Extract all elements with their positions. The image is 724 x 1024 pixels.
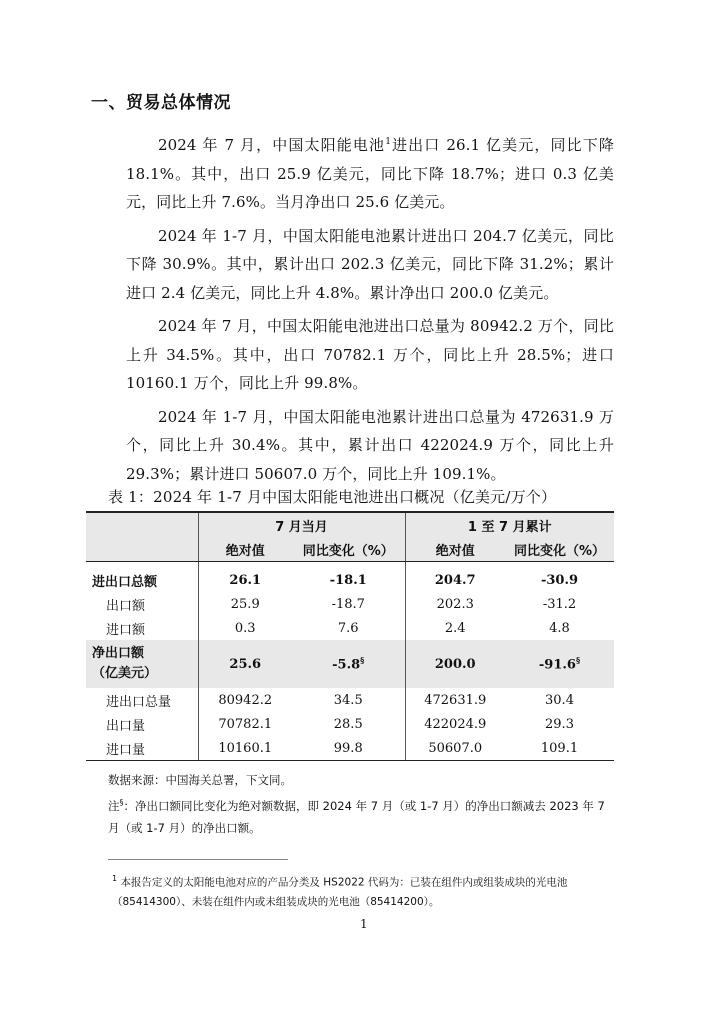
table-caption: 表 1：2024 年 1-7 月中国太阳能电池进出口概况（亿美元/万个） bbox=[108, 488, 557, 506]
table-cell: 26.1 bbox=[198, 562, 292, 593]
table-cell: 25.6 bbox=[198, 640, 292, 688]
row-label: 出口额 bbox=[106, 598, 146, 614]
footnote-divider bbox=[108, 859, 288, 860]
table-sub-header-row bbox=[86, 537, 614, 562]
table-cell: 204.7 bbox=[405, 562, 505, 593]
table-cell: 80942.2 bbox=[198, 688, 292, 712]
table-corner-cell bbox=[86, 537, 198, 562]
row-label: 进出口总额 bbox=[92, 574, 158, 590]
sub-header: 同比变化（%） bbox=[292, 537, 405, 562]
footnote: $^1$ 本报告定义的太阳能电池对应的产品分类及 HS2022 代码为：已装在组件内或组装成块的光电池（85414300）、未装在组件内或未组装成块的光电池（85414200）。 bbox=[112, 874, 568, 908]
table-cell: 422024.9 bbox=[405, 712, 505, 736]
table-cell: -18.7 bbox=[331, 596, 365, 612]
row-label: 出口量 bbox=[106, 718, 146, 734]
section-title: 一、贸易总体情况 bbox=[91, 93, 231, 113]
table-cell: 50607.0 bbox=[405, 736, 505, 761]
table-cell: -30.9 bbox=[540, 572, 579, 588]
table-cell: -18.1 bbox=[329, 572, 367, 588]
row-label: 进出口总量 bbox=[106, 694, 172, 710]
table-cell: 25.9 bbox=[198, 592, 292, 616]
table-row bbox=[86, 712, 614, 736]
trade-summary-table bbox=[86, 511, 614, 761]
paragraph: 2024 年 7 月，中国太阳能电池进出口总量为 80942.2 万个，同比上升 34.5%。其中，出口 70782.1 万个，同比上升 28.5%；进口 10160.1 万个，同比上升 99.8%。 bbox=[126, 317, 614, 392]
group-header-month: 7 月当月 bbox=[198, 512, 405, 537]
table-row bbox=[86, 688, 614, 712]
table-cell: 202.3 bbox=[405, 592, 505, 616]
table-row bbox=[86, 736, 614, 761]
table-cell: 0.3 bbox=[198, 616, 292, 640]
data-source: 数据来源：中国海关总署，下文同。 bbox=[108, 773, 292, 787]
row-label: 净出口额 （亿美元） bbox=[86, 640, 198, 688]
paragraph: 2024 年 1-7 月，中国太阳能电池累计进出口总量为 472631.9 万个，同比上升 30.4%。其中，累计出口 422024.9 万个，同比上升 29.3%；累计进口 50607.0 万个，同比上升 109.1%。 bbox=[126, 407, 614, 483]
group-header-ytd: 1 至 7 月累计 bbox=[405, 512, 614, 537]
table-row bbox=[86, 640, 614, 688]
page-number: 1 bbox=[360, 917, 368, 931]
table-corner-cell bbox=[86, 512, 198, 537]
sub-header: 绝对值 bbox=[405, 537, 505, 562]
table-cell: 28.5 bbox=[333, 716, 363, 732]
sub-header: 同比变化（%） bbox=[505, 537, 614, 562]
table-row bbox=[86, 616, 614, 640]
table-note: 注§：净出口额同比变化为绝对额数据，即 2024 年 7 月（或 1-7 月）的净出口额减去 2023 年 7 月（或 1-7 月）的净出口额。 bbox=[108, 798, 605, 835]
paragraph: 2024 年 7 月，中国太阳能电池$^1$进出口 26.1 亿美元，同比下降 18.1%。其中，出口 25.9 亿美元，同比下降 18.7%；进口 0.3 亿美元，同比上升 7.6%。当月净出口 25.6 亿美元。 bbox=[126, 136, 615, 211]
paragraph: 2024 年 1-7 月，中国太阳能电池累计进出口 204.7 亿美元，同比下降 30.9%。其中，累计出口 202.3 亿美元，同比下降 31.2%；累计进口 2.4 亿美元，同比上升 4.8%。累计净出口 200.0 亿美元。 bbox=[126, 226, 614, 302]
table-group-header-row bbox=[86, 512, 614, 537]
table-cell: 7.6 bbox=[337, 620, 359, 636]
table-cell: 30.4 bbox=[545, 692, 574, 708]
table-cell: 29.3 bbox=[545, 716, 574, 732]
table-cell: 34.5 bbox=[333, 692, 363, 708]
table-body bbox=[86, 562, 614, 761]
table-cell: 109.1 bbox=[505, 736, 614, 761]
table-cell: 10160.1 bbox=[198, 736, 292, 761]
table-cell: 70782.1 bbox=[198, 712, 292, 736]
sub-header: 绝对值 bbox=[198, 537, 292, 562]
table-cell: -91.6§ bbox=[505, 640, 614, 688]
table-cell: -5.8§ bbox=[292, 640, 405, 688]
row-label: 进口量 bbox=[86, 736, 198, 761]
table-row bbox=[86, 562, 614, 593]
table-row bbox=[86, 592, 614, 616]
body-paragraphs bbox=[126, 128, 614, 493]
table-cell: 2.4 bbox=[405, 616, 505, 640]
footnote-ref: 1 bbox=[385, 137, 392, 147]
row-label: 进口额 bbox=[106, 622, 146, 638]
table-cell: -31.2 bbox=[542, 596, 577, 612]
table-cell: 200.0 bbox=[405, 640, 505, 688]
table-cell: 99.8 bbox=[292, 736, 405, 761]
table-cell: 4.8 bbox=[549, 620, 570, 636]
table-cell: 472631.9 bbox=[405, 688, 505, 712]
